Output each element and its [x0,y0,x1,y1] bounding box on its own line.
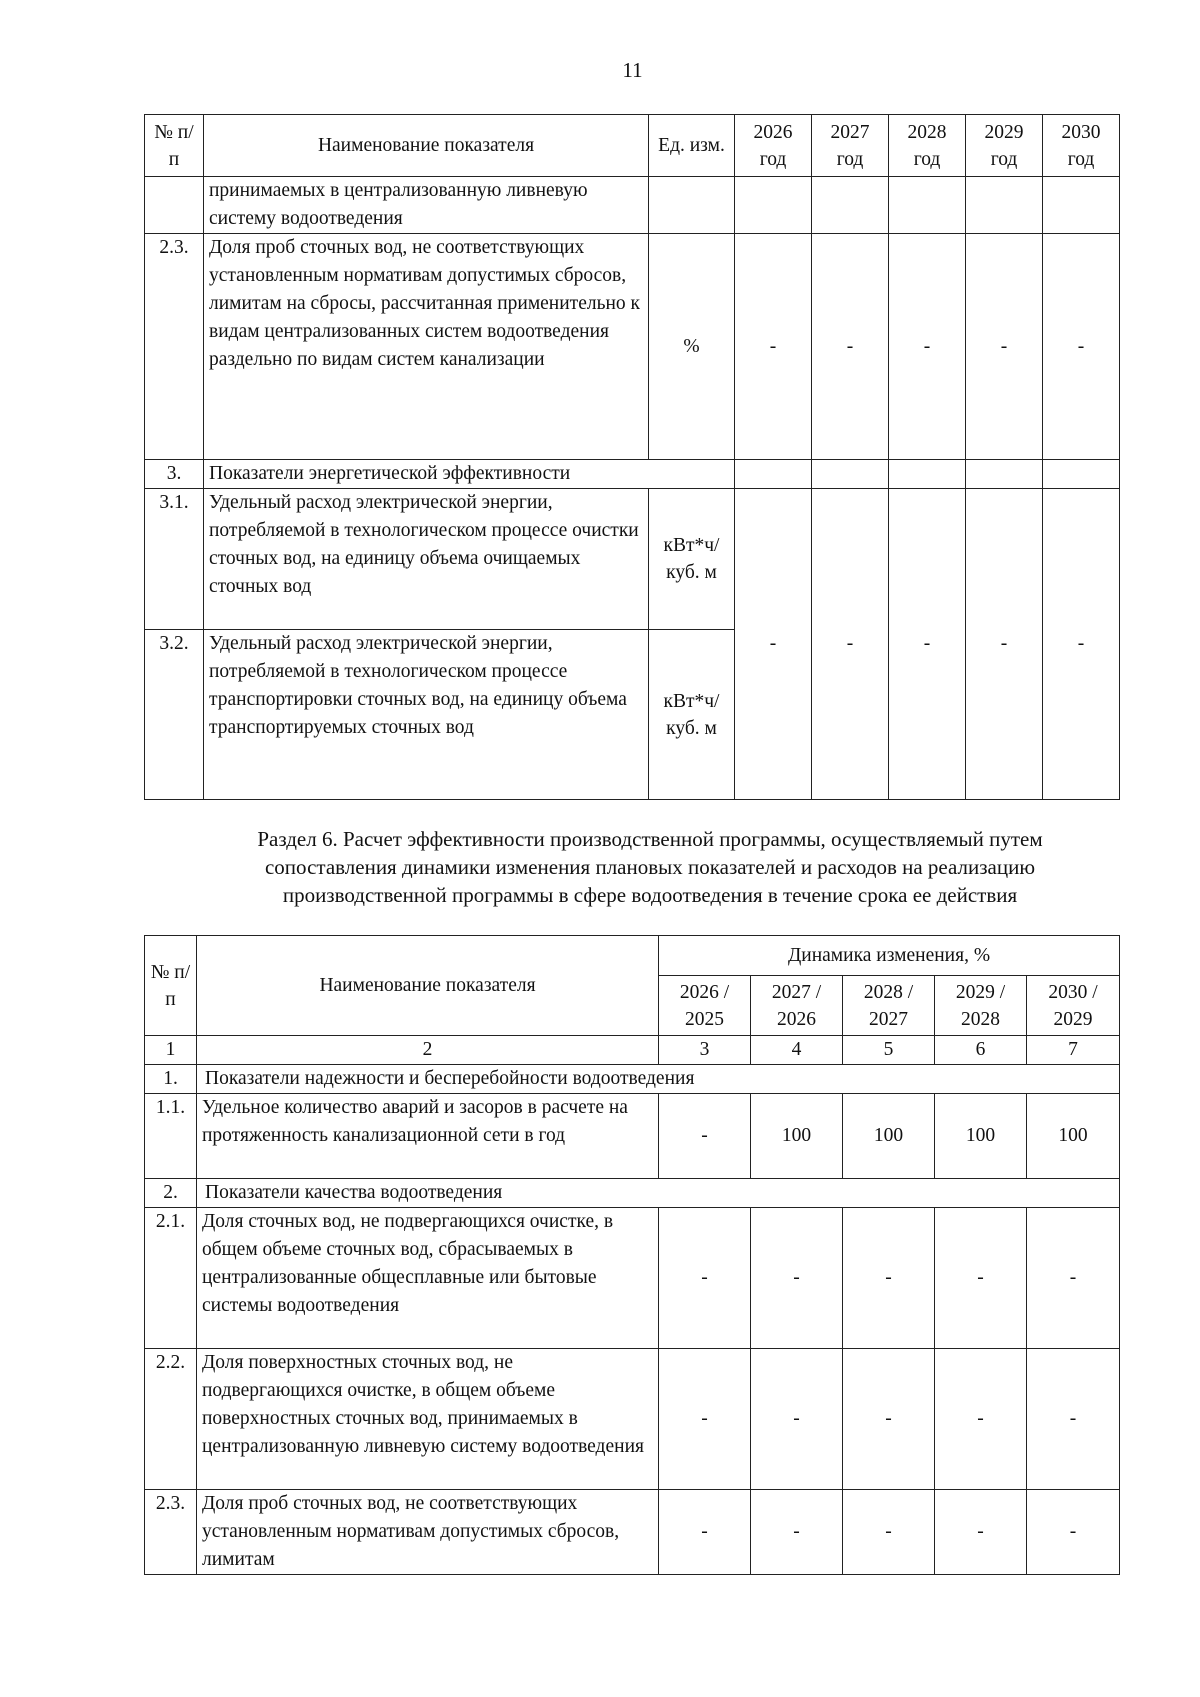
dynamics-table [144,935,1120,1575]
row-name: Доля проб сточных вод, не соответствующих установленным нормативам допустимых сбросов, лимитам на сбросы, рассчитанная применительно к видам централизованных систем водоотведения раздельно по видам систем канализации [204,234,649,460]
row-value [812,177,889,234]
row-value: - [751,1490,843,1575]
row-value [889,177,966,234]
row-name: Показатели энергетической эффективности [204,460,735,489]
row-value: 100 [935,1094,1027,1179]
merged-value: - [735,489,812,800]
merged-value: - [812,489,889,800]
column-number: 7 [1027,1036,1120,1065]
merged-value: - [1043,489,1120,800]
table-group-row [145,460,1120,489]
row-value: - [1027,1349,1120,1490]
column-number: 1 [145,1036,197,1065]
row-value [966,460,1043,489]
column-number: 6 [935,1036,1027,1065]
row-num: 3.1. [145,489,204,630]
row-name: Удельное количество аварий и засоров в расчете на протяженность канализационной сети в год [197,1094,659,1179]
table-header-row [145,936,1120,976]
table-row [145,234,1120,460]
row-num: 1.1. [145,1094,197,1179]
header-period: 2026 / 2025 [659,976,751,1036]
row-value [735,177,812,234]
row-value: - [966,234,1043,460]
row-value: - [659,1208,751,1349]
row-value [966,177,1043,234]
row-value: - [889,234,966,460]
column-number-row [145,1036,1120,1065]
row-value: - [935,1349,1027,1490]
table-header-row [145,115,1120,177]
row-value [1043,177,1120,234]
row-value: - [751,1208,843,1349]
row-value: - [843,1208,935,1349]
row-value [812,460,889,489]
row-name: Удельный расход электрической энергии, потребляемой в технологическом процессе транспортировки сточных вод, на единицу объема транспортируемых сточных вод [204,630,649,800]
table-row [145,1208,1120,1349]
table-row [145,489,1120,630]
row-num [145,177,204,234]
row-value [735,460,812,489]
row-name: Удельный расход электрической энергии, потребляемой в технологическом процессе очистки сточных вод, на единицу объема очищаемых сточных вод [204,489,649,630]
row-unit: кВт*ч/ куб. м [649,489,735,630]
column-number: 2 [197,1036,659,1065]
table-group-row [145,1179,1120,1208]
page-number: 11 [622,58,643,82]
header-name: Наименование показателя [197,936,659,1036]
column-number: 5 [843,1036,935,1065]
row-value: - [843,1490,935,1575]
row-name: Доля поверхностных сточных вод, не подвергающихся очистке, в общем объеме поверхностных сточных вод, принимаемых в централизованную ливневую систему водоотведения [197,1349,659,1490]
row-num: 1. [145,1065,197,1094]
row-value: - [812,234,889,460]
header-name: Наименование показателя [204,115,649,177]
header-year: 2027 год [812,115,889,177]
row-value: - [1027,1490,1120,1575]
row-value [1043,460,1120,489]
table-row [145,1490,1120,1575]
header-dynamics: Динамика изменения, % [659,936,1120,976]
row-name: Показатели надежности и бесперебойности водоотведения [197,1065,1120,1094]
row-value: - [843,1349,935,1490]
section-title [170,825,1130,909]
header-year: 2028 год [889,115,966,177]
row-name: Показатели качества водоотведения [197,1179,1120,1208]
row-name: принимаемых в централизованную ливневую систему водоотведения [204,177,649,234]
header-num: № п/п [145,936,197,1036]
header-period: 2030 / 2029 [1027,976,1120,1036]
header-unit: Ед. изм. [649,115,735,177]
table-group-row [145,1065,1120,1094]
row-value [889,460,966,489]
row-num: 3. [145,460,204,489]
row-num: 2.3. [145,234,204,460]
row-unit: % [649,234,735,460]
row-unit [649,177,735,234]
header-period: 2028 / 2027 [843,976,935,1036]
header-period: 2029 / 2028 [935,976,1027,1036]
row-num: 2.1. [145,1208,197,1349]
row-unit: кВт*ч/ куб. м [649,630,735,800]
section-title-line: производственной программы в сфере водоотведения в течение срока ее действия [282,883,1018,907]
header-year: 2029 год [966,115,1043,177]
merged-value: - [889,489,966,800]
row-value: 100 [1027,1094,1120,1179]
header-year: 2030 год [1043,115,1120,177]
row-value: - [935,1208,1027,1349]
row-value: - [659,1094,751,1179]
row-value: 100 [751,1094,843,1179]
table-row [145,177,1120,234]
row-value: - [1027,1208,1120,1349]
column-number: 4 [751,1036,843,1065]
row-num: 2. [145,1179,197,1208]
merged-value: - [966,489,1043,800]
row-value: - [659,1490,751,1575]
row-value: 100 [843,1094,935,1179]
row-value: - [735,234,812,460]
header-num: № п/п [145,115,204,177]
column-number: 3 [659,1036,751,1065]
row-num: 2.2. [145,1349,197,1490]
section-title-line: Раздел 6. Расчет эффективности производственной программы, осуществляемый путем [257,827,1043,851]
row-value: - [1043,234,1120,460]
indicators-table [144,114,1120,800]
row-num: 2.3. [145,1490,197,1575]
row-value: - [659,1349,751,1490]
row-name: Доля проб сточных вод, не соответствующих установленным нормативам допустимых сбросов, лимитам [197,1490,659,1575]
row-value: - [751,1349,843,1490]
table-row [145,1094,1120,1179]
header-year: 2026 год [735,115,812,177]
row-value: - [935,1490,1027,1575]
row-num: 3.2. [145,630,204,800]
header-period: 2027 / 2026 [751,976,843,1036]
row-name: Доля сточных вод, не подвергающихся очистке, в общем объеме сточных вод, сбрасываемых в централизованные общесплавные или бытовые системы водоотведения [197,1208,659,1349]
table-row [145,1349,1120,1490]
section-title-line: сопоставления динамики изменения плановых показателей и расходов на реализацию [264,855,1036,879]
